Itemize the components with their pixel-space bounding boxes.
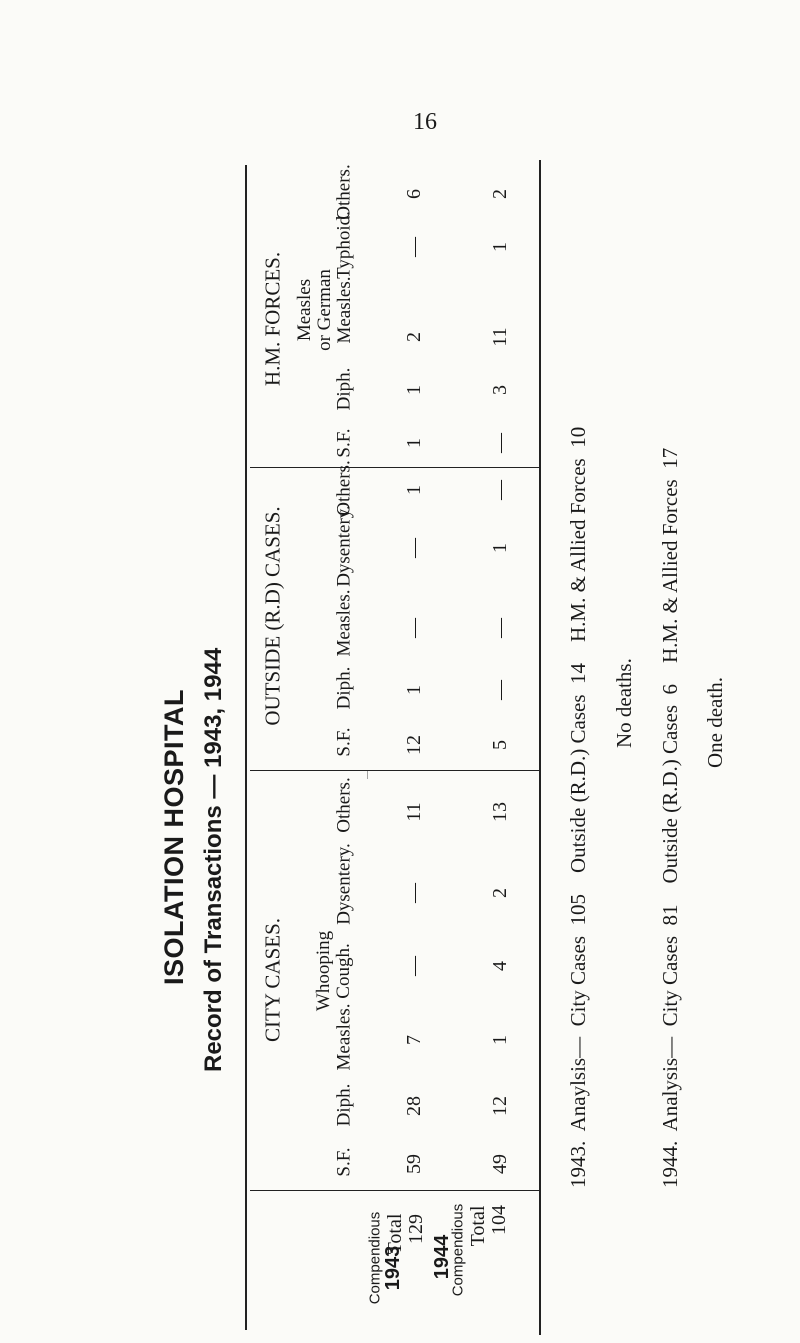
row-1944-compendious: Compendious <box>449 1203 467 1297</box>
cell-city-0-0: 59 <box>403 1154 425 1174</box>
col-out-sf: S.F. <box>333 727 355 757</box>
row-1943-compendious: Compendious <box>366 1211 384 1305</box>
cell-city-1-3: 4 <box>489 961 511 971</box>
col-hm-others: Others. <box>333 164 355 220</box>
cell-hm-1-1: 3 <box>489 385 511 395</box>
cell-outside-1-2: — <box>489 618 511 638</box>
analysis-1944-deaths: One death. <box>703 677 727 768</box>
cell-outside-1-3: 1 <box>489 543 511 553</box>
group-divider-1 <box>250 467 540 468</box>
col-out-measles: Measles. <box>333 589 355 657</box>
col-out-dysentery: Dysentery. <box>333 505 355 587</box>
cell-outside-0-2: — <box>403 618 425 638</box>
cell-outside-1-0: 5 <box>489 740 511 750</box>
col-hm-diph: Diph. <box>333 367 355 411</box>
analysis-1944: 1944. Analysis— City Cases 81 Outside (R.D.) Cases 6 H.M. & Allied Forces 17 <box>658 447 682 1188</box>
cell-hm-0-2: 2 <box>403 332 425 342</box>
row-1943-label: 1943 <box>382 1245 404 1291</box>
page-subtitle: Record of Transactions — 1943, 1944 <box>200 647 227 1072</box>
page-number: 16 <box>413 109 437 135</box>
cell-city-0-4: — <box>403 883 425 903</box>
totals-divider <box>250 1190 540 1191</box>
cell-outside-1-1: — <box>489 680 511 700</box>
cell-city-0-2: 7 <box>403 1035 425 1045</box>
row-1944-label: 1944 <box>431 1234 453 1280</box>
cell-outside-0-3: — <box>403 538 425 558</box>
cell-hm-1-2: 11 <box>489 327 511 347</box>
cell-outside-1-4: — <box>489 480 511 500</box>
cell-hm-1-4: 2 <box>489 189 511 199</box>
group-divider-2 <box>250 770 540 771</box>
row-1944-total-label: Total <box>467 1205 489 1247</box>
group-hm: H.M. FORCES. <box>260 251 285 387</box>
group-outside: OUTSIDE (R.D) CASES. <box>260 506 285 726</box>
col-city-sf: S.F. <box>333 1147 355 1177</box>
cell-city-1-4: 2 <box>489 888 511 898</box>
row-1944-total: 104 <box>488 1205 510 1235</box>
analysis-1943-deaths: No deaths. <box>612 658 636 748</box>
cell-city-1-0: 49 <box>489 1154 511 1174</box>
cell-hm-0-3: — <box>403 237 425 257</box>
cell-hm-0-4: 6 <box>403 189 425 199</box>
analysis-1943: 1943. Anaylsis— City Cases 105 Outside (R.D.) Cases 14 H.M. & Allied Forces 10 <box>566 426 590 1188</box>
row-1943-total: 129 <box>405 1214 427 1244</box>
cell-outside-0-0: 12 <box>403 735 425 755</box>
page-title: ISOLATION HOSPITAL <box>159 689 189 985</box>
col-city-others: Others. <box>333 777 355 833</box>
cell-city-1-2: 1 <box>489 1035 511 1045</box>
col-hm-sf: S.F. <box>333 428 355 458</box>
cell-hm-0-1: 1 <box>403 385 425 395</box>
col-out-others: Others. <box>333 460 355 516</box>
cell-outside-0-4: 1 <box>403 485 425 495</box>
table-left-rule <box>245 165 247 1330</box>
col-city-diph: Diph. <box>333 1083 355 1127</box>
col-city-dysentery: Dysentery. <box>333 843 355 925</box>
row-1943-total-label: Total <box>384 1213 406 1255</box>
header-bottom-rule <box>367 771 368 779</box>
col-hm-measles: Measles or German Measles. <box>294 269 355 351</box>
col-city-whooping: Whooping Cough. <box>313 930 354 1012</box>
cell-city-0-5: 11 <box>403 802 425 822</box>
col-hm-typhoid: Typhoid. <box>333 211 355 279</box>
cell-city-1-5: 13 <box>489 802 511 822</box>
cell-outside-0-1: 1 <box>403 685 425 695</box>
col-city-measles: Measles. <box>333 1003 355 1071</box>
cell-city-0-1: 28 <box>403 1096 425 1116</box>
table-right-rule <box>539 160 541 1335</box>
cell-city-1-1: 12 <box>489 1096 511 1116</box>
cell-hm-1-3: 1 <box>489 242 511 252</box>
cell-hm-1-0: — <box>489 433 511 453</box>
cell-city-0-3: — <box>403 956 425 976</box>
col-out-diph: Diph. <box>333 666 355 710</box>
group-city: CITY CASES. <box>260 917 285 1043</box>
cell-hm-0-0: 1 <box>403 438 425 448</box>
